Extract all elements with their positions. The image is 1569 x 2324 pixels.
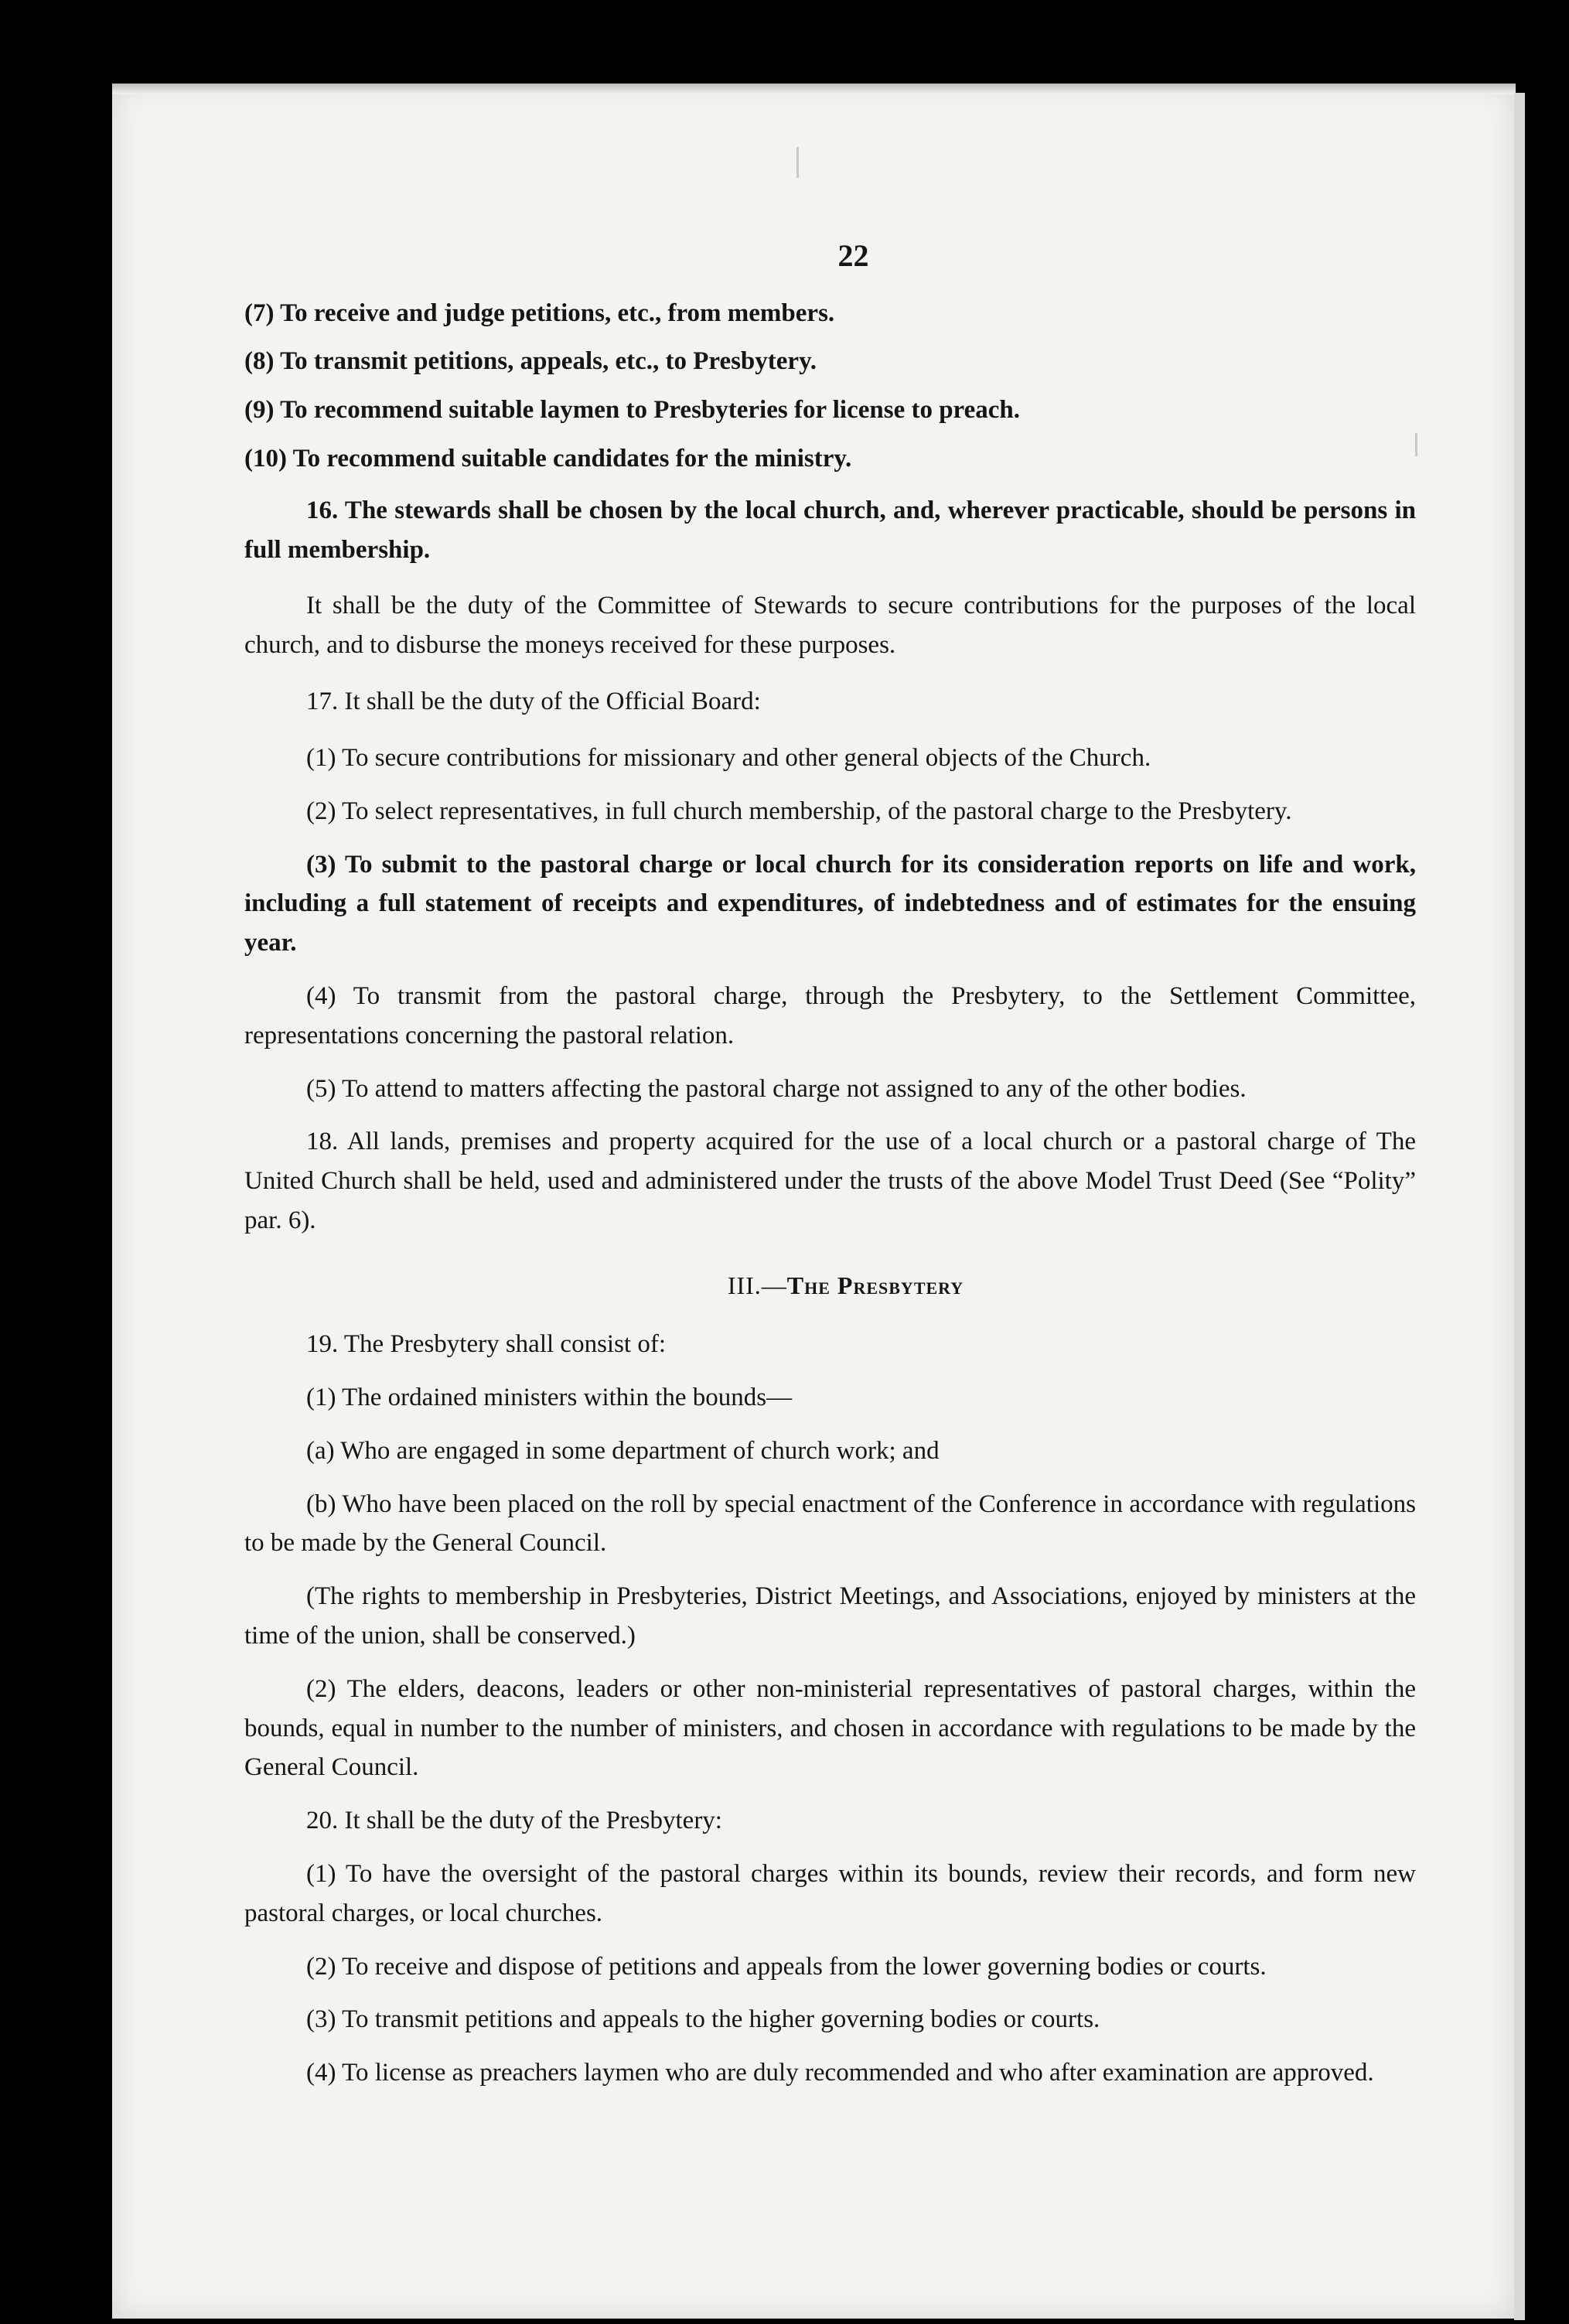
paragraph-17: 17. It shall be the duty of the Official Board:	[306, 688, 761, 716]
paragraph-19-1: (1) The ordained ministers within the bounds—	[306, 1383, 793, 1411]
list-item: (7) To receive and judge petitions, etc., from members.	[244, 299, 835, 327]
page-right-edge	[1514, 93, 1525, 2320]
list-item: (10) To recommend suitable candidates for the ministry.	[244, 445, 852, 473]
paragraph-19-note: (The rights to membership in Presbyteries, District Meetings, and Associations, enjoyed by ministers at the time of the union, shall be conserved.)	[244, 1582, 1416, 1650]
list-item: (8) To transmit petitions, appeals, etc., to Presbytery.	[244, 347, 817, 376]
section-heading-prefix: III.—	[727, 1271, 787, 1299]
paragraph-19-2: (2) The elders, deacons, leaders or other non-ministerial representatives of pastoral charges, within the bounds, equal in number to the number of ministers, and chosen in accordance with regulations to be made by the General Council.	[244, 1674, 1416, 1782]
list-item: (4) To transmit from the pastoral charge, through the Presbytery, to the Settlement Committee, representations concerning the pastoral relation.	[244, 981, 1416, 1049]
section-heading	[244, 1267, 1416, 1305]
paragraph-19-b: (b) Who have been placed on the roll by special enactment of the Conference in accordance with regulations to be made by the General Council.	[244, 1490, 1416, 1558]
scan-mark	[796, 147, 799, 178]
paragraph-16b: It shall be the duty of the Committee of Stewards to secure contributions for the purposes of the local church, and to disburse the moneys received for these purposes.	[244, 592, 1416, 660]
section-heading-title: The Presbytery	[786, 1271, 964, 1299]
list-item: (9) To recommend suitable laymen to Presbyteries for license to preach.	[244, 396, 1021, 425]
paragraph-18: 18. All lands, premises and property acquired for the use of a local church or a pastoral charge of The United Church shall be held, used and administered under the trusts of the above Model Trust Deed (See “Polity” par. 6).	[244, 1128, 1416, 1235]
list-item: (3) To transmit petitions and appeals to the higher governing bodies or courts.	[306, 2005, 1100, 2034]
list-item: (4) To license as preachers laymen who are duly recommended and who after examination are approved.	[306, 2059, 1374, 2087]
list-item: (2) To receive and dispose of petitions and appeals from the lower governing bodies or courts.	[306, 1952, 1267, 1981]
list-item: (1) To secure contributions for missionary and other general objects of the Church.	[306, 743, 1151, 772]
list-item: (3) To submit to the pastoral charge or local church for its consideration reports on life and work, including a full statement of receipts and expenditures, of indebtedness and of estimates for the ensuing year.	[244, 850, 1416, 957]
paragraph-19-a: (a) Who are engaged in some department of church work; and	[306, 1436, 940, 1465]
page-number: 22	[837, 238, 869, 273]
list-item: (2) To select representatives, in full church membership, of the pastoral charge to the Presbytery.	[306, 797, 1292, 825]
list-item: (1) To have the oversight of the pastoral charges within its bounds, review their records, and form new pastoral charges, or local churches.	[244, 1860, 1416, 1927]
list-item: (5) To attend to matters affecting the pastoral charge not assigned to any of the other bodies.	[306, 1074, 1247, 1103]
document-body	[244, 232, 1416, 2107]
paragraph-20: 20. It shall be the duty of the Presbytery:	[306, 1807, 722, 1835]
paragraph-16: 16. The stewards shall be chosen by the local church, and, wherever practicable, should be persons in full membership.	[244, 496, 1416, 564]
paragraph-19: 19. The Presbytery shall consist of:	[306, 1330, 666, 1359]
page-top-edge	[112, 84, 1516, 94]
